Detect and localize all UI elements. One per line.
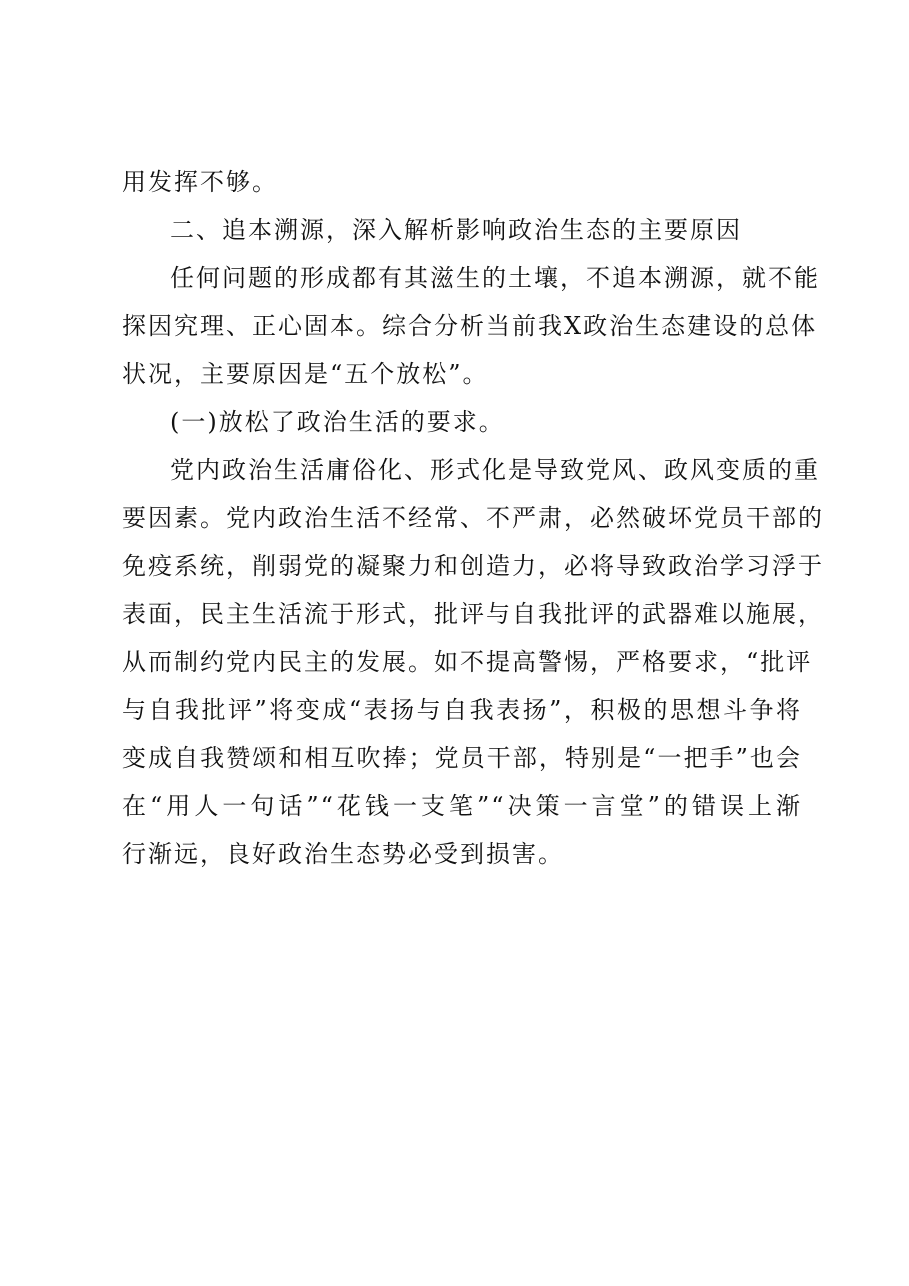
paragraph-line: 状况，主要原因是“五个放松”。 (122, 360, 489, 388)
paragraph-line: 从而制约党内民主的发展。如不提高警惕，严格要求，“批评 (122, 648, 813, 676)
paragraph-line: 探因究理、正心固本。综合分析当前我X政治生态建设的总体 (122, 312, 818, 340)
paragraph-line: 免疫系统，削弱党的凝聚力和创造力，必将导致政治学习浮于 (122, 552, 824, 580)
paragraph-line: 变成自我赞颂和相互吹捧；党员干部，特别是“一把手”也会 (122, 744, 802, 772)
document-body (122, 158, 824, 878)
paragraph-line: 党内政治生活庸俗化、形式化是导致党风、政风变质的重 (170, 456, 820, 484)
paragraph-line: 表面，民主生活流于形式，批评与自我批评的武器难以施展， (122, 600, 824, 628)
section-heading: 二、追本溯源，深入解析影响政治生态的主要原因 (170, 216, 742, 244)
paragraph-line: 要因素。党内政治生活不经常、不严肃，必然破坏党员干部的 (122, 504, 824, 532)
paragraph-continuation-line: 用发挥不够。 (122, 168, 278, 196)
paragraph-line: 行渐远，良好政治生态势必受到损害。 (122, 840, 564, 868)
paragraph-line: 在“用人一句话”“花钱一支笔”“决策一言堂”的错误上渐 (122, 792, 802, 820)
paragraph-line: 任何问题的形成都有其滋生的土壤，不追本溯源，就不能 (170, 264, 820, 292)
paragraph-line: 与自我批评”将变成“表扬与自我表扬”，积极的思想斗争将 (122, 696, 802, 724)
subsection-heading: (一)放松了政治生活的要求。 (170, 408, 505, 436)
